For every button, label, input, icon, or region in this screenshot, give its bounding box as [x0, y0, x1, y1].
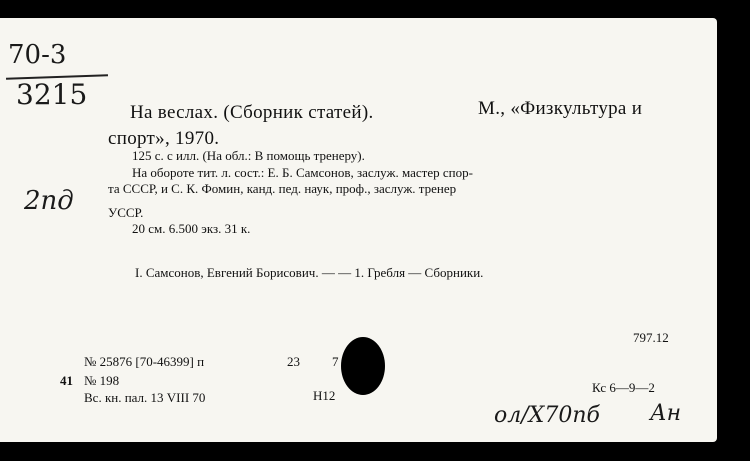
title-line-1: На веслах. (Сборник статей). — [130, 102, 374, 123]
publisher-line-1: М., «Физкультура и — [478, 98, 643, 119]
punch-hole — [341, 337, 385, 395]
note-line-3: УССР. — [108, 205, 144, 220]
series-number: № 198 — [84, 373, 120, 388]
record-number: № 25876 [70-46399] п — [84, 354, 205, 369]
physical-description: 125 с. с илл. (На обл.: В помощь тренеру). — [132, 148, 365, 163]
note-line-2: та СССР, и С. К. Фомин, канд. пед. наук, проф., заслуж. тренер — [108, 181, 457, 196]
handwritten-signature: Ан — [650, 401, 682, 426]
tracings: I. Самсонов, Евгений Борисович. — — 1. Гребля — Сборники. — [135, 265, 484, 280]
handwritten-note: ол/Х70пб — [494, 403, 600, 428]
size-price: 20 см. 6.500 экз. 31 к. — [132, 221, 251, 236]
call-number-bottom: 3215 — [16, 78, 88, 111]
margin-mark: 2пд — [24, 186, 74, 216]
note-line-1: На обороте тит. л. сост.: Е. Б. Самсонов, заслуж. мастер спор- — [132, 165, 473, 180]
registry-stamp: Вс. кн. пал. 13 VIII 70 — [84, 390, 206, 405]
record-number-suffix: 23 — [287, 354, 300, 369]
record-number-tail: 7 — [332, 354, 339, 369]
series-prefix: 41 — [60, 373, 73, 388]
registry-code: Н12 — [313, 388, 336, 403]
shelf-code: Кс 6—9—2 — [592, 380, 655, 395]
title-line-2: спорт», 1970. — [108, 128, 220, 149]
udc-index: 797.12 — [633, 330, 669, 345]
call-number-top: 70-3 — [8, 40, 67, 70]
